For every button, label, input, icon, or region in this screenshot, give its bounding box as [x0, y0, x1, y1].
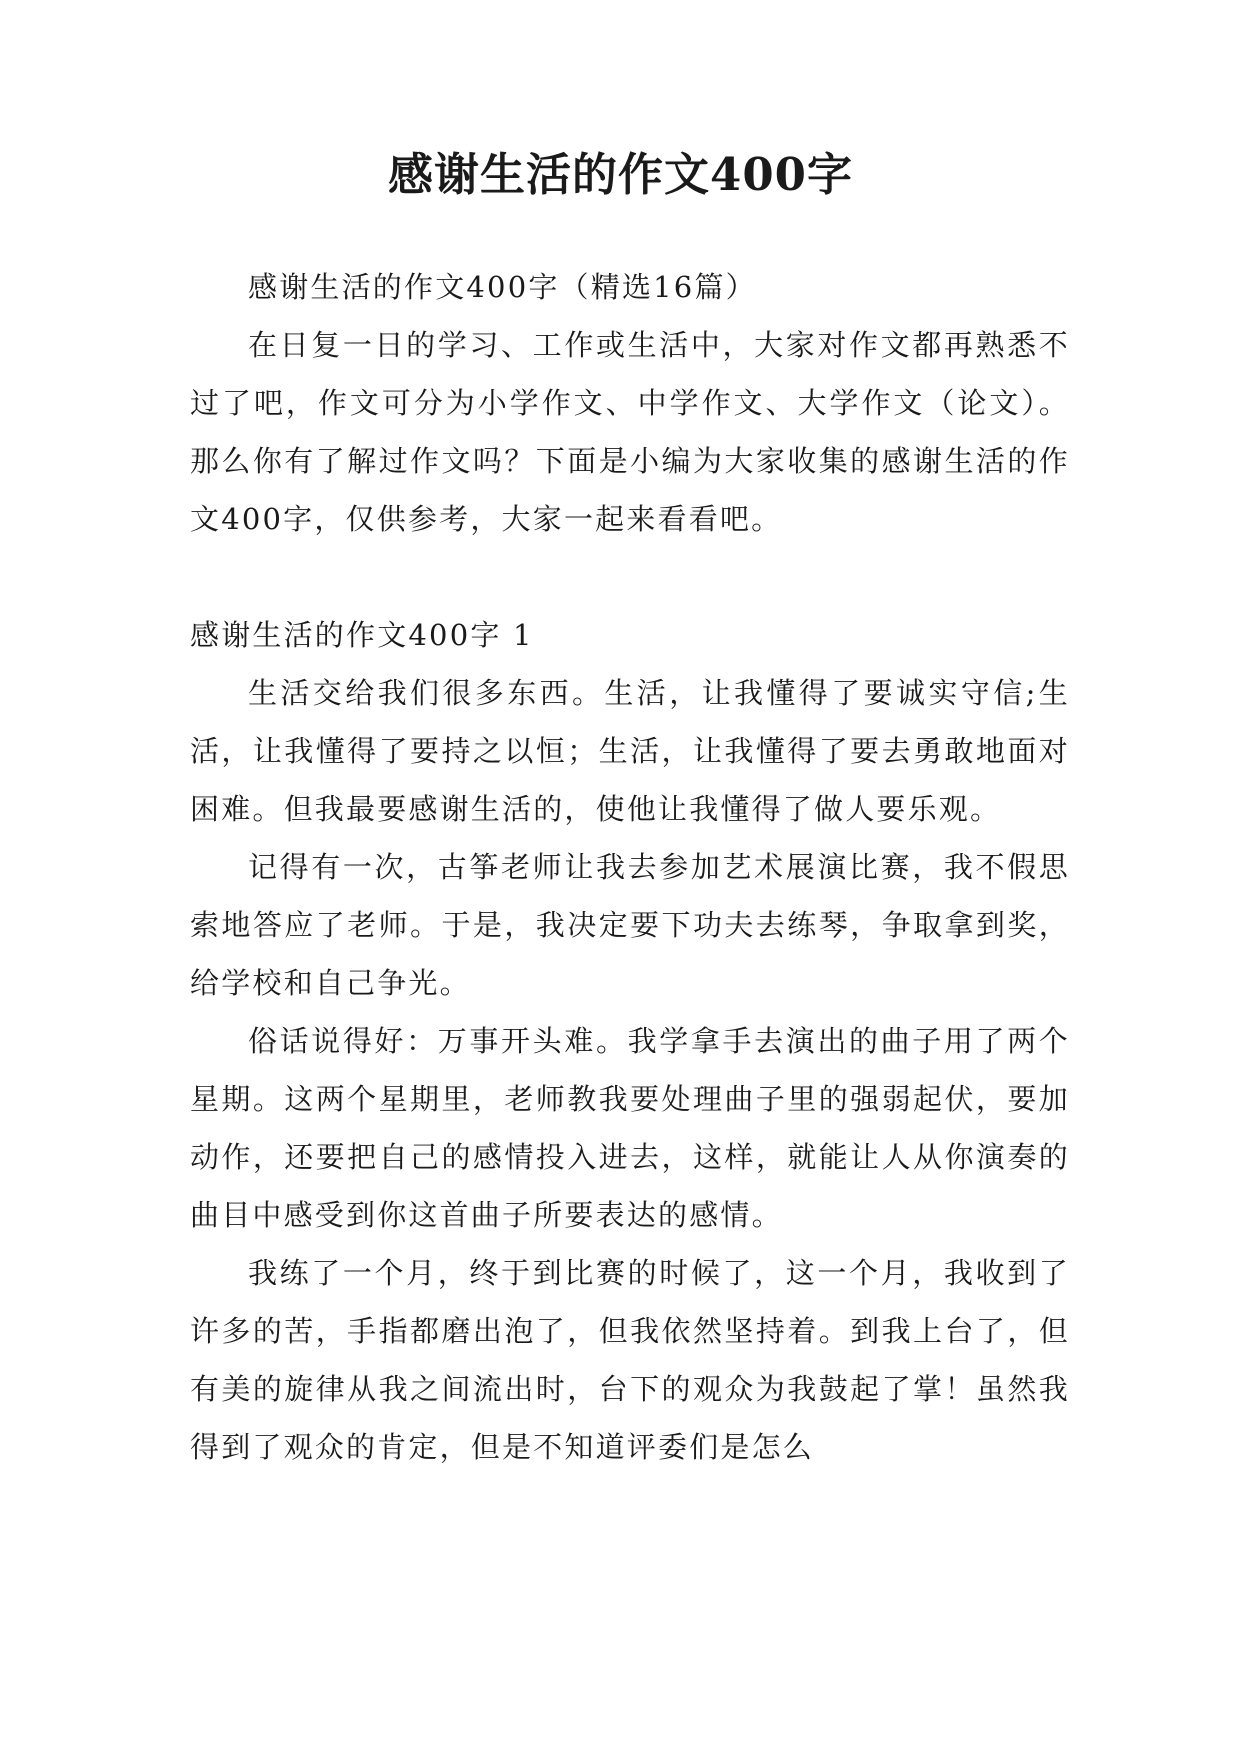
- section-1-paragraph-1: 生活交给我们很多东西。生活，让我懂得了要诚实守信;生活，让我懂得了要持之以恒；生活，让我懂得了要去勇敢地面对困难。但我最要感谢生活的，使他让我懂得了做人要乐观。: [190, 676, 1070, 826]
- section-1-paragraph-3: 俗话说得好：万事开头难。我学拿手去演出的曲子用了两个星期。这两个星期里，老师教我要处理曲子里的强弱起伏，要加动作，还要把自己的感情投入进去，这样，就能让人从你演奏的曲目中感受到你这首曲子所要表达的感情。: [190, 1024, 1070, 1232]
- document-title: 感谢生活的作文400字: [388, 148, 853, 201]
- intro-heading: 感谢生活的作文400字（精选16篇）: [248, 270, 757, 304]
- section-1-heading: 感谢生活的作文400字 1: [190, 618, 534, 652]
- section-1-paragraph-2: 记得有一次，古筝老师让我去参加艺术展演比赛，我不假思索地答应了老师。于是，我决定要下功夫去练琴，争取拿到奖，给学校和自己争光。: [190, 850, 1070, 1000]
- document-body: [190, 258, 1070, 1476]
- section-1-paragraph-4: 我练了一个月，终于到比赛的时候了，这一个月，我收到了许多的苦，手指都磨出泡了，但我依然坚持着。到我上台了，但有美的旋律从我之间流出时，台下的观众为我鼓起了掌！虽然我得到了观众的肯定，但是不知道评委们是怎么: [190, 1256, 1070, 1464]
- intro-paragraph: 在日复一日的学习、工作或生活中，大家对作文都再熟悉不过了吧，作文可分为小学作文、中学作文、大学作文（论文）。那么你有了解过作文吗？下面是小编为大家收集的感谢生活的作文400字，仅供参考，大家一起来看看吧。: [190, 328, 1070, 536]
